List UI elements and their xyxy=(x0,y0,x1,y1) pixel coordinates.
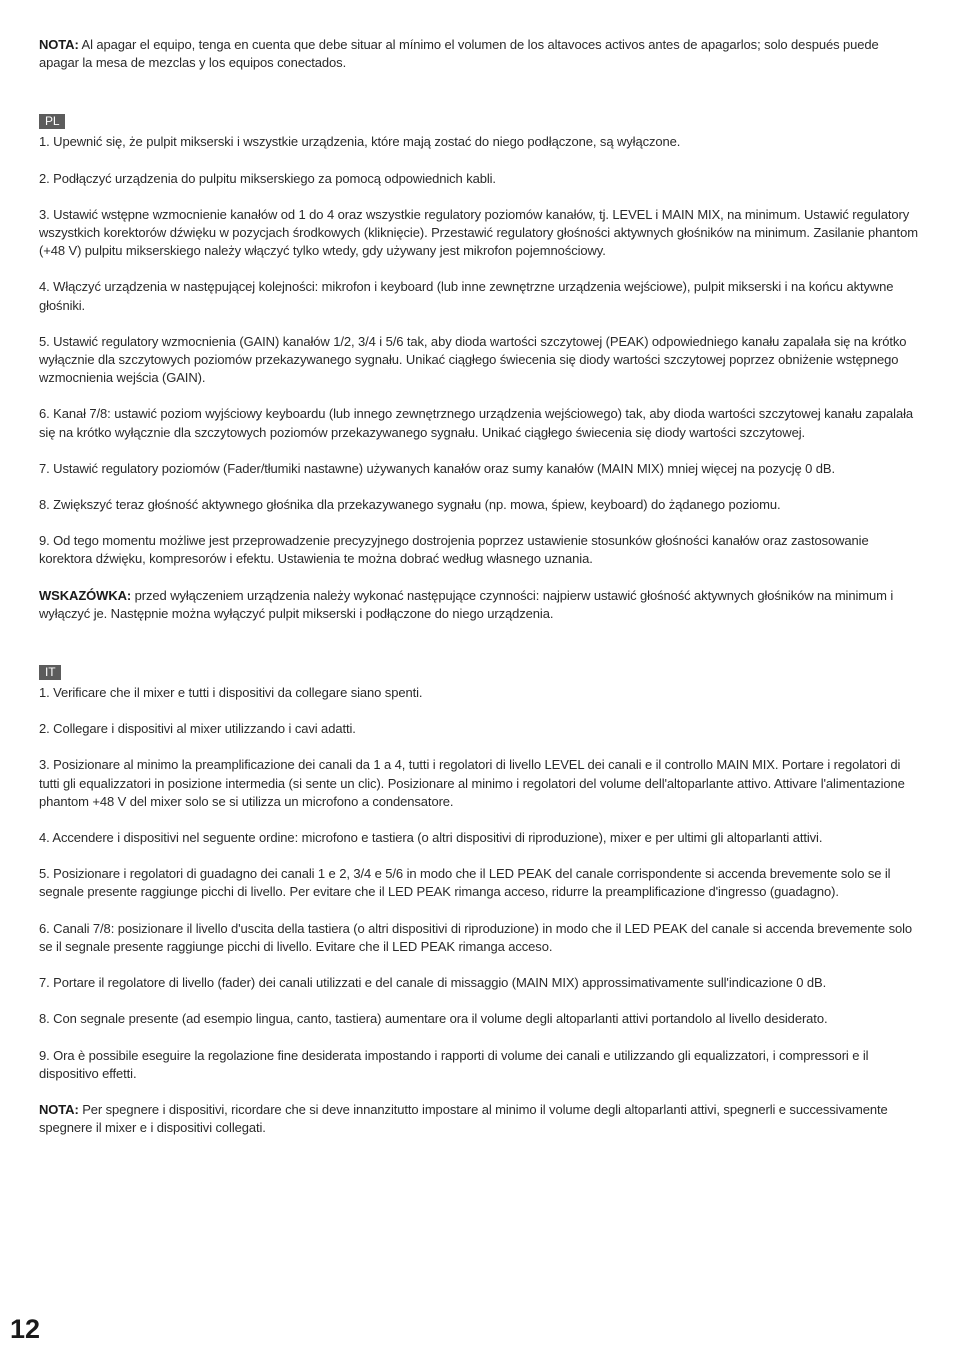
it-step-6: 6. Canali 7/8: posizionare il livello d'uscita della tastiera (o altri dispositivi di riproduzione) in modo che il LED PEAK del canale si accenda brevemente solo se il segnale presente raggiunge picchi di livello. Evitare che il LED PEAK rimanga acceso. xyxy=(39,920,913,954)
es-note-text: Al apagar el equipo, tenga en cuenta que debe situar al mínimo el volumen de los altavoces activos antes de apagarlos; solo después puede apagar la mesa de mezclas y los equipos conectados. xyxy=(39,37,879,71)
pl-note-label: WSKAZÓWKA: xyxy=(39,587,132,603)
pl-step-3: 3. Ustawić wstępne wzmocnienie kanałów od 1 do 4 oraz wszystkie regulatory poziomów kanałów, tj. LEVEL i MAIN MIX, na minimum. Ustawić regulatory wszystkich korektorów dźwięku w pozycjach środkowych (kliknięcie). Przestawić regulatory głośności aktywnych głośników na minimum. Zasilanie phantom (+48 V) pulpitu mikserskiego należy włączyć tylko wtedy, gdy używany jest mikrofon pojemnościowy. xyxy=(39,206,918,259)
es-note xyxy=(39,36,919,72)
it-note xyxy=(39,1101,919,1137)
lang-tag-pl: PL xyxy=(39,114,65,129)
pl-step-4: 4. Włączyć urządzenia w następującej kolejności: mikrofon i keyboard (lub inne zewnętrzne urządzenia wejściowe), pulpit mikserski i na końcu aktywne głośniki. xyxy=(39,279,894,313)
pl-step-6: 6. Kanał 7/8: ustawić poziom wyjściowy keyboardu (lub innego zewnętrznego urządzenia wejściowego) tak, aby dioda wartości szczytowej kanału zapalała się na krótko wyłącznie dla szczytowych poziomów przekazywanego sygnału. Unikać ciągłego świecenia się diody wartości szczytowej. xyxy=(39,406,914,440)
lang-tag-it: IT xyxy=(39,665,61,680)
es-note-label: NOTA: xyxy=(39,37,79,52)
it-step-2: 2. Collegare i dispositivi al mixer utilizzando i cavi adatti. xyxy=(39,721,356,737)
it-step-1: 1. Verificare che il mixer e tutti i dispositivi da collegare siano spenti. xyxy=(39,685,423,701)
pl-note xyxy=(39,587,919,623)
pl-step-7: 7. Ustawić regulatory poziomów (Fader/tłumiki nastawne) używanych kanałów oraz sumy kanałów (MAIN MIX) mniej więcej na pozycję 0 dB. xyxy=(39,460,836,476)
it-step-8: 8. Con segnale presente (ad esempio lingua, canto, tastiera) aumentare ora il volume degli altoparlanti attivi portandolo al livello desiderato. xyxy=(39,1011,828,1027)
pl-step-5: 5. Ustawić regulatory wzmocnienia (GAIN) kanałów 1/2, 3/4 i 5/6 tak, aby dioda wartości szczytowej (PEAK) odpowiedniego kanału zapalała się na krótko wyłącznie dla szczytowych poziomów przekazywanego sygnału. Unikać ciągłego świecenia się diody wartości szczytowej poprzez obniżenie wstępnego wzmocnienia wejścia (GAIN). xyxy=(39,333,907,386)
pl-note-text: przed wyłączeniem urządzenia należy wykonać następujące czynności: najpierw ustawić głośność aktywnych głośników na minimum i wyłączyć je. Następnie można wyłączyć pulpit mikserski i podłączone do niego urządzenia. xyxy=(39,587,894,621)
pl-step-8: 8. Zwiększyć teraz głośność aktywnego głośnika dla przekazywanego sygnału (np. mowa, śpiew, keyboard) do żądanego poziomu. xyxy=(39,497,781,513)
it-step-3: 3. Posizionare al minimo la preamplificazione dei canali da 1 a 4, tutti i regolatori di livello LEVEL dei canali e il controllo MAIN MIX. Portare i regolatori di tutti gli equalizzatori in posizione intermedia (si sente un clic). Posizionare al minimo i regolatori del volume dell'altoparlante attivo. Attivare l'alimentazione phantom +48 V del mixer solo se si utilizza un microfono a condensatore. xyxy=(39,757,905,809)
it-step-9: 9. Ora è possibile eseguire la regolazione fine desiderata impostando i rapporti di volume dei canali e utilizzando gli equalizzatori, i compressori e il dispositivo effetti. xyxy=(39,1047,869,1081)
it-step-4: 4. Accendere i dispositivi nel seguente ordine: microfono e tastiera (o altri dispositivi di riproduzione), mixer e per ultimi gli altoparlanti attivi. xyxy=(39,830,823,846)
it-note-label: NOTA: xyxy=(39,1101,79,1117)
page-number: 12 xyxy=(10,1314,41,1344)
pl-step-2: 2. Podłączyć urządzenia do pulpitu mikserskiego za pomocą odpowiednich kabli. xyxy=(39,170,496,186)
pl-step-9: 9. Od tego momentu możliwe jest przeprowadzenie precyzyjnego dostrojenia poprzez ustawienie stosunków głośności kanałów oraz zastosowanie korektora dźwięku, kompresorów i efektu. Ustawienia te można dobrać według własnego uznania. xyxy=(39,533,869,567)
pl-step-1: 1. Upewnić się, że pulpit mikserski i wszystkie urządzenia, które mają zostać do niego podłączone, są wyłączone. xyxy=(39,134,681,150)
page-content xyxy=(39,36,919,1137)
it-step-5: 5. Posizionare i regolatori di guadagno dei canali 1 e 2, 3/4 e 5/6 in modo che il LED PEAK del canale corrispondente si accenda brevemente solo se il segnale presente raggiunge picchi di livello. Per evitare che il LED PEAK rimanga acceso, ridurre la preamplificazione d'ingresso (guadagno). xyxy=(39,866,891,900)
it-step-7: 7. Portare il regolatore di livello (fader) dei canali utilizzati e del canale di missaggio (MAIN MIX) approssimativamente sull'indicazione 0 dB. xyxy=(39,975,827,991)
it-note-text: Per spegnere i dispositivi, ricordare che si deve innanzitutto impostare al minimo il volume degli altoparlanti attivi, spegnerli e successivamente spegnere il mixer e i dispositivi collegati. xyxy=(39,1101,888,1136)
